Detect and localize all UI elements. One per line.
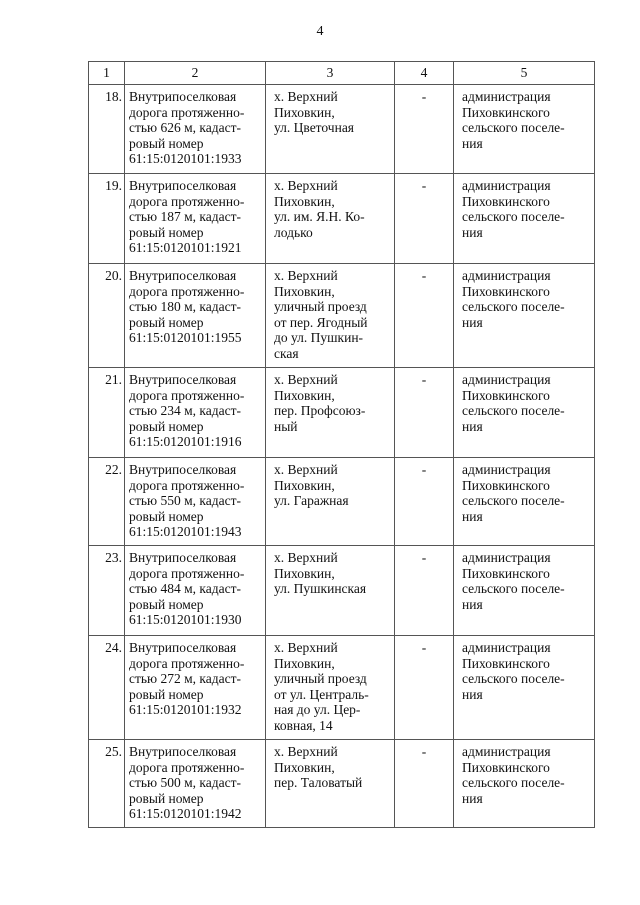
object-description: Внутрипоселковая дорога протяженно- стью 187 м, кадаст- ровый номер 61:15:0120101:1921	[125, 174, 266, 264]
holder: администрация Пиховкинского сельского поселе- ния	[454, 546, 595, 636]
object-description: Внутрипоселковая дорога протяженно- стью 626 м, кадаст- ровый номер 61:15:0120101:1933	[125, 85, 266, 174]
row-number: 23.	[89, 546, 125, 636]
row-number: 19.	[89, 174, 125, 264]
row-number: 18.	[89, 85, 125, 174]
object-address: х. Верхний Пиховкин, ул. им. Я.Н. Ко- лодько	[266, 174, 395, 264]
col4-value: -	[395, 546, 454, 636]
header-col-1: 1	[89, 62, 125, 85]
holder: администрация Пиховкинского сельского поселе- ния	[454, 85, 595, 174]
object-description: Внутрипоселковая дорога протяженно- стью 234 м, кадаст- ровый номер 61:15:0120101:1916	[125, 368, 266, 458]
col4-value: -	[395, 174, 454, 264]
object-description: Внутрипоселковая дорога протяженно- стью 500 м, кадаст- ровый номер 61:15:0120101:1942	[125, 740, 266, 828]
holder: администрация Пиховкинского сельского поселе- ния	[454, 174, 595, 264]
objects-table	[88, 61, 595, 828]
holder: администрация Пиховкинского сельского поселе- ния	[454, 264, 595, 368]
table-row	[89, 174, 595, 264]
object-address: х. Верхний Пиховкин, уличный проезд от ул. Централь- ная до ул. Цер- ковная, 14	[266, 636, 395, 740]
table-row	[89, 458, 595, 546]
object-description: Внутрипоселковая дорога протяженно- стью 484 м, кадаст- ровый номер 61:15:0120101:1930	[125, 546, 266, 636]
col4-value: -	[395, 368, 454, 458]
holder: администрация Пиховкинского сельского поселе- ния	[454, 458, 595, 546]
col4-value: -	[395, 636, 454, 740]
table-row	[89, 368, 595, 458]
header-col-3: 3	[266, 62, 395, 85]
object-address: х. Верхний Пиховкин, ул. Цветочная	[266, 85, 395, 174]
object-description: Внутрипоселковая дорога протяженно- стью 272 м, кадаст- ровый номер 61:15:0120101:1932	[125, 636, 266, 740]
header-col-5: 5	[454, 62, 595, 85]
table-row	[89, 636, 595, 740]
object-address: х. Верхний Пиховкин, пер. Таловатый	[266, 740, 395, 828]
object-address: х. Верхний Пиховкин, ул. Пушкинская	[266, 546, 395, 636]
header-col-4: 4	[395, 62, 454, 85]
row-number: 20.	[89, 264, 125, 368]
row-number: 22.	[89, 458, 125, 546]
row-number: 21.	[89, 368, 125, 458]
table-row	[89, 264, 595, 368]
header-row	[89, 62, 595, 85]
col4-value: -	[395, 740, 454, 828]
object-address: х. Верхний Пиховкин, ул. Гаражная	[266, 458, 395, 546]
table-row	[89, 740, 595, 828]
col4-value: -	[395, 85, 454, 174]
row-number: 25.	[89, 740, 125, 828]
header-col-2: 2	[125, 62, 266, 85]
holder: администрация Пиховкинского сельского поселе- ния	[454, 740, 595, 828]
page-number: 4	[316, 24, 324, 39]
object-address: х. Верхний Пиховкин, пер. Профсоюз- ный	[266, 368, 395, 458]
col4-value: -	[395, 264, 454, 368]
object-address: х. Верхний Пиховкин, уличный проезд от пер. Ягодный до ул. Пушкин- ская	[266, 264, 395, 368]
row-number: 24.	[89, 636, 125, 740]
holder: администрация Пиховкинского сельского поселе- ния	[454, 368, 595, 458]
col4-value: -	[395, 458, 454, 546]
object-description: Внутрипоселковая дорога протяженно- стью 550 м, кадаст- ровый номер 61:15:0120101:1943	[125, 458, 266, 546]
holder: администрация Пиховкинского сельского поселе- ния	[454, 636, 595, 740]
object-description: Внутрипоселковая дорога протяженно- стью 180 м, кадаст- ровый номер 61:15:0120101:1955	[125, 264, 266, 368]
table-row	[89, 546, 595, 636]
table-row	[89, 85, 595, 174]
